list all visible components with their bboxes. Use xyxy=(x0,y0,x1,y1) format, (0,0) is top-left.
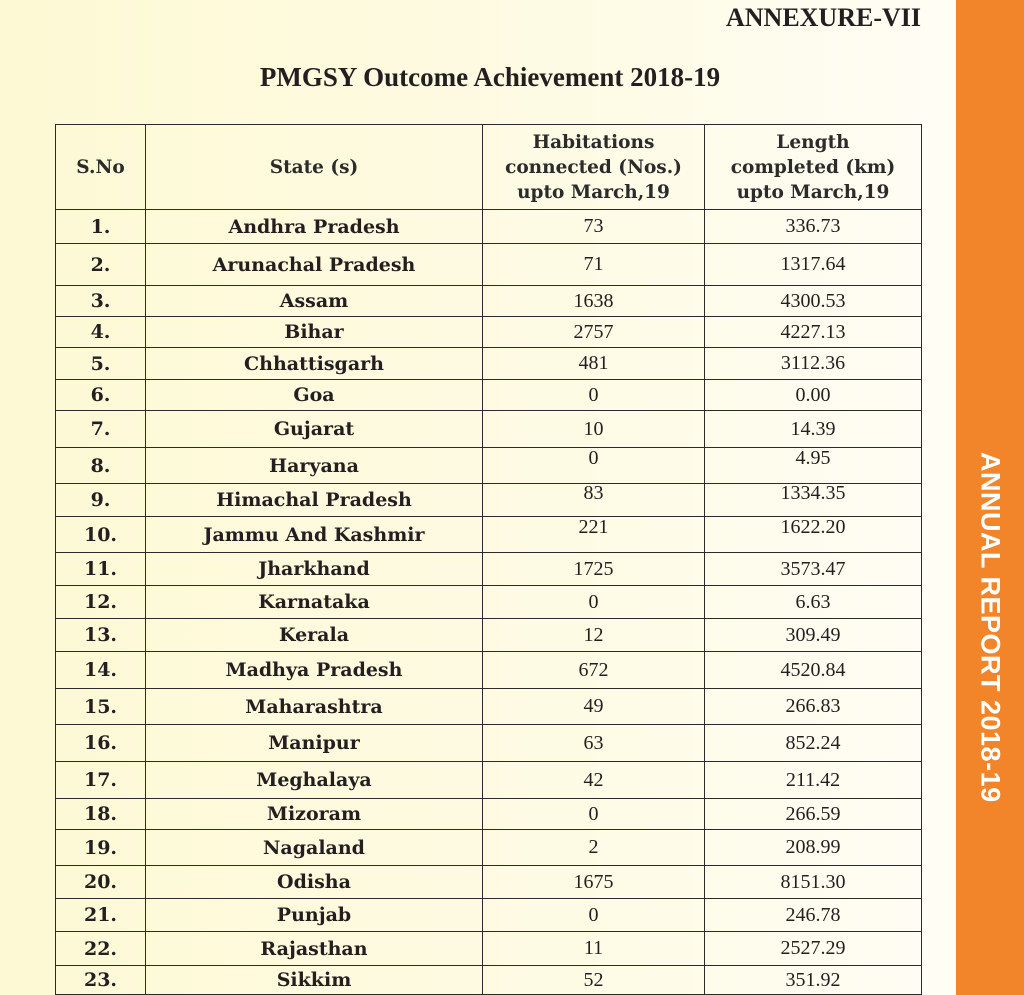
row-sno: 8. xyxy=(56,448,146,484)
row-length: 4520.84 xyxy=(705,652,922,689)
row-length: 2527.29 xyxy=(705,932,922,966)
row-length: 309.49 xyxy=(705,619,922,652)
table-row xyxy=(56,966,922,995)
row-sno: 13. xyxy=(56,619,146,652)
row-habitations: 10 xyxy=(483,411,705,448)
row-length: 852.24 xyxy=(705,725,922,762)
row-sno: 14. xyxy=(56,652,146,689)
row-sno: 3. xyxy=(56,286,146,317)
row-state: Sikkim xyxy=(146,966,483,995)
table-row xyxy=(56,689,922,725)
row-length: 6.63 xyxy=(705,586,922,619)
row-habitations: 71 xyxy=(483,244,705,286)
table-row xyxy=(56,830,922,866)
header-habitations-line: connected (Nos.) xyxy=(505,156,682,178)
row-habitations-value: 0 xyxy=(588,447,599,469)
table-row xyxy=(56,619,922,652)
table-row xyxy=(56,210,922,244)
row-sno: 11. xyxy=(56,553,146,586)
row-sno: 7. xyxy=(56,411,146,448)
row-state: Andhra Pradesh xyxy=(146,210,483,244)
row-habitations: 0 xyxy=(483,380,705,411)
page-title: PMGSY Outcome Achievement 2018-19 xyxy=(259,62,721,92)
row-sno: 22. xyxy=(56,932,146,966)
row-state: Kerala xyxy=(146,619,483,652)
table-row xyxy=(56,932,922,966)
row-state: Haryana xyxy=(146,448,483,484)
row-sno: 2. xyxy=(56,244,146,286)
row-state: Meghalaya xyxy=(146,762,483,799)
row-length: 336.73 xyxy=(705,210,922,244)
row-length: 3112.36 xyxy=(705,348,922,380)
header-state: State (s) xyxy=(146,125,483,210)
table-row xyxy=(56,866,922,899)
row-length xyxy=(705,517,922,553)
row-length: 0.00 xyxy=(705,380,922,411)
row-habitations: 2 xyxy=(483,830,705,866)
row-habitations-value: 221 xyxy=(578,516,609,538)
side-band-text: ANNUAL REPORT 2018-19 xyxy=(975,452,1006,803)
row-habitations: 0 xyxy=(483,586,705,619)
outcome-table xyxy=(55,124,922,995)
row-state: Jharkhand xyxy=(146,553,483,586)
row-sno: 10. xyxy=(56,517,146,553)
table-header-row xyxy=(56,125,922,210)
table-row xyxy=(56,411,922,448)
row-habitations xyxy=(483,517,705,553)
row-length: 4227.13 xyxy=(705,317,922,348)
row-length-value: 4.95 xyxy=(795,447,831,469)
row-habitations: 63 xyxy=(483,725,705,762)
row-habitations: 1638 xyxy=(483,286,705,317)
table-row xyxy=(56,348,922,380)
row-length xyxy=(705,448,922,484)
row-sno: 20. xyxy=(56,866,146,899)
table-row xyxy=(56,553,922,586)
table-row xyxy=(56,586,922,619)
row-state: Gujarat xyxy=(146,411,483,448)
row-state: Chhattisgarh xyxy=(146,348,483,380)
header-habitations xyxy=(483,125,705,210)
row-length: 1317.64 xyxy=(705,244,922,286)
header-habitations-line: Habitations xyxy=(532,131,655,153)
row-state: Rajasthan xyxy=(146,932,483,966)
row-state: Karnataka xyxy=(146,586,483,619)
row-habitations: 12 xyxy=(483,619,705,652)
row-state: Goa xyxy=(146,380,483,411)
row-sno: 15. xyxy=(56,689,146,725)
table-row xyxy=(56,725,922,762)
row-habitations: 49 xyxy=(483,689,705,725)
row-state: Assam xyxy=(146,286,483,317)
table-row xyxy=(56,517,922,553)
row-sno: 21. xyxy=(56,899,146,932)
row-state: Manipur xyxy=(146,725,483,762)
row-habitations xyxy=(483,484,705,517)
row-habitations: 52 xyxy=(483,966,705,995)
row-habitations: 1725 xyxy=(483,553,705,586)
table-row xyxy=(56,380,922,411)
row-habitations: 0 xyxy=(483,799,705,830)
table-row xyxy=(56,244,922,286)
table-row xyxy=(56,652,922,689)
row-state: Arunachal Pradesh xyxy=(146,244,483,286)
row-length-value: 1622.20 xyxy=(780,516,846,538)
header-length-line: upto March,19 xyxy=(736,181,890,203)
row-state: Punjab xyxy=(146,899,483,932)
row-length: 351.92 xyxy=(705,966,922,995)
row-sno: 12. xyxy=(56,586,146,619)
row-state: Madhya Pradesh xyxy=(146,652,483,689)
row-sno: 18. xyxy=(56,799,146,830)
header-sno: S.No xyxy=(56,125,146,210)
row-sno: 6. xyxy=(56,380,146,411)
row-habitations xyxy=(483,448,705,484)
row-length: 246.78 xyxy=(705,899,922,932)
table-row xyxy=(56,899,922,932)
row-habitations: 2757 xyxy=(483,317,705,348)
row-length: 14.39 xyxy=(705,411,922,448)
row-habitations: 42 xyxy=(483,762,705,799)
row-habitations: 11 xyxy=(483,932,705,966)
table-row xyxy=(56,448,922,484)
row-habitations: 73 xyxy=(483,210,705,244)
row-state: Odisha xyxy=(146,866,483,899)
row-length: 4300.53 xyxy=(705,286,922,317)
header-habitations-line: upto March,19 xyxy=(517,181,670,203)
table-row xyxy=(56,286,922,317)
row-habitations: 672 xyxy=(483,652,705,689)
row-habitations-value: 83 xyxy=(583,483,604,504)
table-row xyxy=(56,762,922,799)
row-habitations: 1675 xyxy=(483,866,705,899)
row-length: 266.83 xyxy=(705,689,922,725)
header-length xyxy=(705,125,922,210)
row-sno: 16. xyxy=(56,725,146,762)
row-habitations: 481 xyxy=(483,348,705,380)
row-length: 8151.30 xyxy=(705,866,922,899)
row-length: 266.59 xyxy=(705,799,922,830)
table-row xyxy=(56,799,922,830)
row-sno: 1. xyxy=(56,210,146,244)
row-state: Bihar xyxy=(146,317,483,348)
side-band xyxy=(956,0,1024,995)
row-length-value: 1334.35 xyxy=(780,483,846,504)
header-length-line: completed (km) xyxy=(730,156,896,178)
row-length: 208.99 xyxy=(705,830,922,866)
table-row xyxy=(56,484,922,517)
row-sno: 17. xyxy=(56,762,146,799)
row-habitations: 0 xyxy=(483,899,705,932)
row-sno: 19. xyxy=(56,830,146,866)
row-state: Himachal Pradesh xyxy=(146,484,483,517)
row-sno: 5. xyxy=(56,348,146,380)
annexure-label: ANNEXURE-VII xyxy=(725,3,921,32)
row-state: Maharashtra xyxy=(146,689,483,725)
row-state: Nagaland xyxy=(146,830,483,866)
row-sno: 4. xyxy=(56,317,146,348)
row-length: 211.42 xyxy=(705,762,922,799)
table-row xyxy=(56,317,922,348)
row-length: 3573.47 xyxy=(705,553,922,586)
row-sno: 9. xyxy=(56,484,146,517)
row-state: Jammu And Kashmir xyxy=(146,517,483,553)
row-sno: 23. xyxy=(56,966,146,995)
header-length-line: Length xyxy=(776,131,850,153)
row-length xyxy=(705,484,922,517)
row-state: Mizoram xyxy=(146,799,483,830)
